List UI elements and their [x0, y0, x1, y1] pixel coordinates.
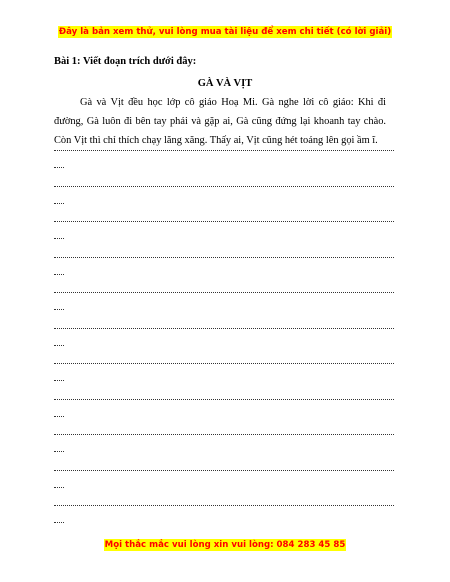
dotted-line-continuation	[54, 157, 64, 168]
dotted-line-continuation	[54, 477, 64, 488]
writing-line	[54, 495, 400, 531]
dotted-line-continuation	[54, 299, 64, 310]
preview-notice-banner	[0, 24, 450, 38]
dotted-line	[54, 211, 394, 222]
dotted-line	[54, 353, 394, 364]
story-title: GÀ VÀ VỊT	[197, 78, 253, 89]
writing-line	[54, 247, 400, 283]
writing-line	[54, 176, 400, 212]
writing-line	[54, 282, 400, 318]
dotted-line-continuation	[54, 228, 64, 239]
contact-text: Mọi thắc mắc vui lòng xin vui lòng: 084 283 45 85	[104, 540, 346, 550]
dotted-line-continuation	[54, 512, 64, 523]
dotted-line	[54, 318, 394, 329]
contact-footer	[0, 537, 450, 551]
writing-line	[54, 460, 400, 496]
dotted-line-continuation	[54, 193, 64, 204]
dotted-line	[54, 176, 394, 187]
dotted-line-continuation	[54, 406, 64, 417]
writing-line	[54, 140, 400, 176]
story-paragraph: Gà và Vịt đều học lớp cô giáo Hoạ Mi. Gà nghe lời cô giáo: Khi đi đường, Gà luôn đi bên tay phải và gặp ai, Gà cũng đứng lại khoanh tay chào. Còn Vịt thì chỉ thích chạy lăng xăng. Thấy ai, Vịt cũng hét toáng lên gọi ầm ĩ.	[54, 97, 386, 146]
writing-line	[54, 389, 400, 425]
writing-lines-area	[54, 140, 400, 531]
writing-line	[54, 318, 400, 354]
dotted-line-continuation	[54, 264, 64, 275]
writing-line	[54, 424, 400, 460]
preview-notice-text: Đây là bản xem thử, vui lòng mua tài liệu để xem chi tiết (có lời giải)	[58, 27, 392, 37]
dotted-line	[54, 424, 394, 435]
dotted-line	[54, 282, 394, 293]
exercise-title: Bài 1: Viết đoạn trích dưới đây:	[54, 56, 197, 67]
dotted-line-continuation	[54, 335, 64, 346]
writing-line	[54, 353, 400, 389]
dotted-line	[54, 140, 394, 151]
dotted-line	[54, 389, 394, 400]
dotted-line-continuation	[54, 370, 64, 381]
writing-line	[54, 211, 400, 247]
dotted-line	[54, 247, 394, 258]
dotted-line-continuation	[54, 441, 64, 452]
dotted-line	[54, 495, 394, 506]
dotted-line	[54, 460, 394, 471]
